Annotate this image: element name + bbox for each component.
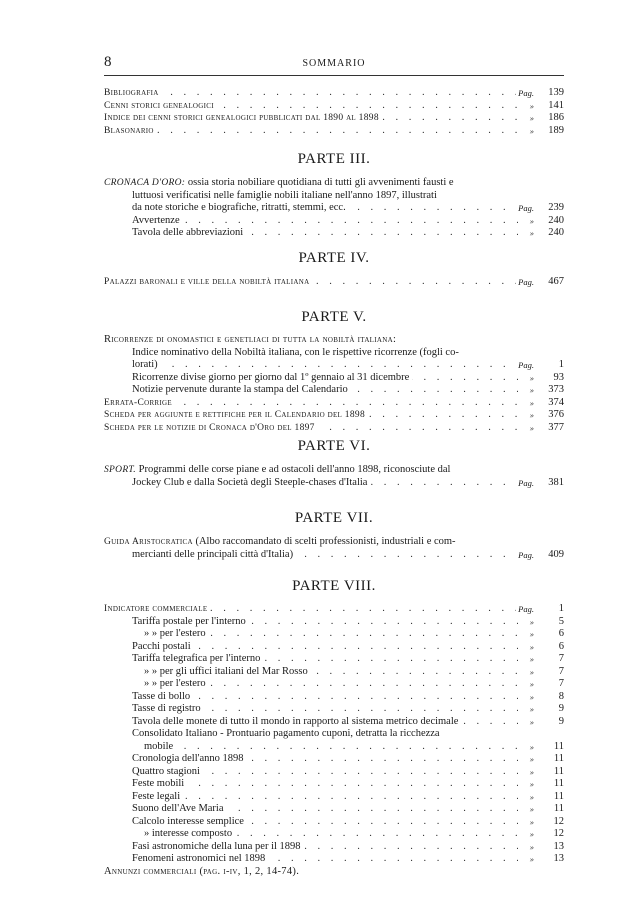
intro-section (104, 87, 564, 137)
toc-entry: . . . Calcolo interesse semplice » 12 (132, 816, 564, 829)
parte-iv-section (104, 276, 564, 289)
parte-iii-section: CRONACA D'ORO: ossia storia nobiliare quotidiana di tutti gli avvenimenti fausti e luttuosi verificatisi nelle famiglie nobili italiane nell'anno 1897, illustrati . . . da note storiche e biografiche, ritratti, stemmi, ecc. Pag. 239 . . . Avvertenze » 240 . . . Tavola delle abbreviazioni » 240 (104, 177, 564, 240)
cronaca-doro-label: CRONACA D'ORO: (104, 178, 186, 188)
parte-v-heading: PARTE V. (301, 309, 367, 325)
toc-entry: . . . Palazzi baronali e ville della nobiltà italiana Pag. 467 (104, 276, 564, 289)
toc-entry: . . . Tavola delle abbreviazioni » 240 (132, 227, 564, 240)
running-title: SOMMARIO (302, 58, 366, 69)
parte-v-section: Ricorrenze di onomastici e genetliaci di tutta la nobiltà italiana: Indice nominativo della Nobiltà italiana, con le rispettive ricorrenze (fogli co- . . . lorati) Pag. 1 . . . Ricorrenze divise giorno per giorno dal 1º gennaio al 31 dicembre » 93 . . . Notizie pervenute durante la stampa del Calendario » 373 . . . Errata-Corrige » 374 . . . Scheda per aggiunte e rettifiche per il Calendario del 1898 » 376 . . . Scheda per le notizie di Cronaca d'Oro del 1897 » 377 (104, 334, 564, 434)
toc-entry: . . . Ricorrenze divise giorno per giorno dal 1º gennaio al 31 dicembre » 93 (132, 372, 564, 385)
parte-iii-heading: PARTE III. (297, 151, 371, 167)
toc-entry: . . . mobile » 11 (144, 741, 564, 754)
parte-vi-section: SPORT. Programmi delle corse piane e ad ostacoli dell'anno 1898, riconosciute dal . . . Jockey Club e dalla Società degli Steeple-chases d'Italia Pag. 381 (104, 464, 564, 489)
toc-entry: . . . Fasi astronomiche della luna per il 1898 » 13 (132, 841, 564, 854)
ricorrenze-heading: Ricorrenze di onomastici e genetliaci di tutta la nobiltà italiana: (104, 334, 397, 345)
toc-entry: . . . Fenomeni astronomici nel 1898 » 13 (132, 853, 564, 866)
toc-entry: . . . Tasse di registro » 9 (132, 703, 564, 716)
toc-entry: . . . Feste legali » 11 (132, 791, 564, 804)
toc-entry: . . . Notizie pervenute durante la stampa del Calendario » 373 (132, 384, 564, 397)
toc-entry: . . . » » per l'estero » 7 (144, 678, 564, 691)
page-number: 8 (104, 54, 112, 70)
toc-entry: . . . mercianti delle principali città d'Italia) Pag. 409 (132, 549, 564, 562)
toc-entry: . . . » » per gli uffici italiani del Mar Rosso » 7 (144, 666, 564, 679)
toc-entry: . . . Quattro stagioni » 11 (132, 766, 564, 779)
toc-entry: . . . Feste mobili » 11 (132, 778, 564, 791)
parte-viii-section (104, 603, 564, 878)
toc-entry: . . . Scheda per le notizie di Cronaca d'Oro del 1897 » 377 (104, 422, 564, 435)
toc-entry: . . . Indice dei cenni storici genealogici pubblicati dal 1890 al 1898 » 186 (104, 112, 564, 125)
toc-entry: . . . » interesse composto » 12 (144, 828, 564, 841)
toc-entry: . . . Cronologia dell'anno 1898 » 11 (132, 753, 564, 766)
toc-entry: . . . Bibliografia Pag. 139 (104, 87, 564, 100)
parte-vi-heading: PARTE VI. (297, 438, 371, 454)
parte-viii-heading: PARTE VIII. (292, 578, 376, 594)
toc-entry: . . . » » per l'estero » 6 (144, 628, 564, 641)
toc-entry: . . . Suono dell'Ave Maria » 11 (132, 803, 564, 816)
toc-entry: . . . Cenni storici genealogici » 141 (104, 100, 564, 113)
toc-entry: . . . Tasse di bollo » 8 (132, 691, 564, 704)
parte-iv-heading: PARTE IV. (298, 250, 370, 266)
sport-label: SPORT. (104, 465, 136, 475)
toc-entry: . . . lorati) Pag. 1 (132, 359, 564, 372)
toc-entry: . . . Pacchi postali » 6 (132, 641, 564, 654)
toc-entry: . . . Indicatore commerciale Pag. 1 (104, 603, 564, 616)
toc-entry: . . . Errata-Corrige » 374 (104, 397, 564, 410)
annunzi-line: Annunzi commerciali (pag. i-iv, 1, 2, 14-74). (104, 865, 300, 877)
parte-vii-heading: PARTE VII. (294, 510, 374, 526)
toc-entry: . . . Tavola delle monete di tutto il mondo in rapporto al sistema metrico decimale » 9 (132, 716, 564, 729)
page-header (104, 56, 564, 74)
toc-entry: . . . Jockey Club e dalla Società degli Steeple-chases d'Italia Pag. 381 (132, 477, 564, 490)
guida-label: Guida Aristocratica (104, 537, 193, 547)
toc-entry: . . . Scheda per aggiunte e rettifiche per il Calendario del 1898 » 376 (104, 409, 564, 422)
toc-entry: . . . Avvertenze » 240 (132, 215, 564, 228)
consolidato-line: Consolidato Italiano - Prontuario pagamento cuponi, detratta la ricchezza (132, 728, 440, 739)
toc-entry: . . . da note storiche e biografiche, ritratti, stemmi, ecc. Pag. 239 (132, 202, 564, 215)
parte-vii-section: Guida Aristocratica (Albo raccomandato di scelti professionisti, industriali e com- . . . mercianti delle principali città d'Italia) Pag. 409 (104, 536, 564, 561)
toc-entry: . . . Tariffa telegrafica per l'interno » 7 (132, 653, 564, 666)
toc-entry: . . . Blasonario » 189 (104, 125, 564, 138)
toc-entry: . . . Tariffa postale per l'interno » 5 (132, 616, 564, 629)
header-rule (104, 75, 564, 76)
